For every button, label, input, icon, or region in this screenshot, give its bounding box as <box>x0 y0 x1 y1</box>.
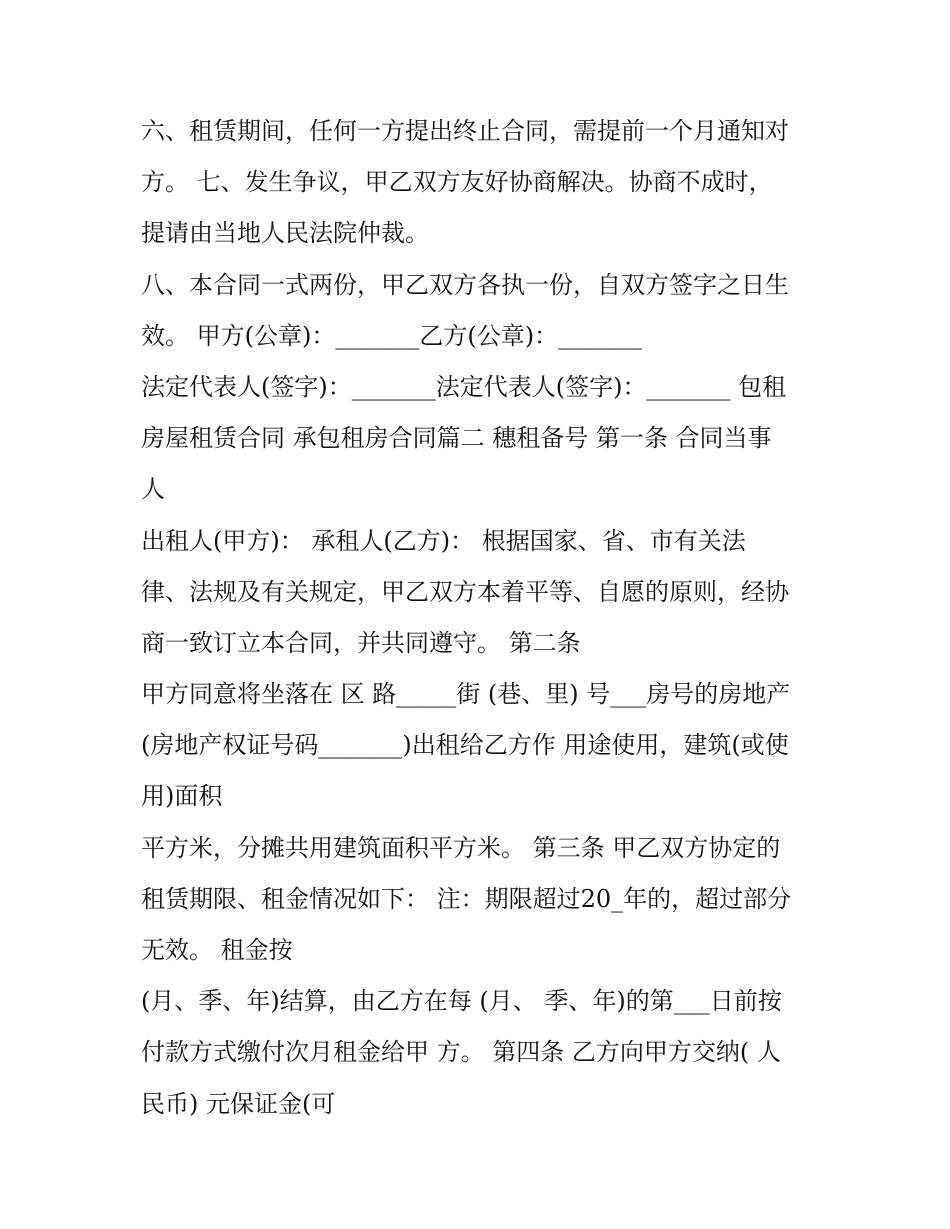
text-line: 无效。 租金按 <box>141 936 293 964</box>
text-line: 民币) 元保证金(可 <box>141 1089 336 1118</box>
contract-text <box>141 106 831 1130</box>
text-line: 付款方式缴付次月租金给甲 方。 第四条 乙方向甲方交纳( 人 <box>141 1038 781 1067</box>
text-line: 商一致订立本合同，并共同遵守。 第二条 <box>141 628 581 657</box>
text-line: 律、法规及有关规定，甲乙双方本着平等、自愿的原则，经协 <box>141 577 789 606</box>
text-line: 租赁期限、租金情况如下： 注：期限超过20_年的，超过部分 <box>141 884 792 913</box>
text-line: (房地产权证号码_______)出租给乙方作 用途使用，建筑(或使 <box>141 731 789 760</box>
text-line: (月、季、年)结算，由乙方在每 (月、 季、年)的第___日前按 <box>141 987 782 1016</box>
text-line: 甲方同意将坐落在 区 路_____街 (巷、里) 号___房号的房地产 <box>141 680 791 709</box>
text-line: 提请由当地人民法院仲裁。 <box>141 219 429 248</box>
text-line: 法定代表人(签字)：_______法定代表人(签字)：_______ 包租 <box>141 372 787 401</box>
text-line: 用)面积 <box>141 782 223 811</box>
text-line: 方。 七、发生争议，甲乙双方友好协商解决。协商不成时， <box>141 168 773 197</box>
text-line: 八、本合同一式两份，甲乙双方各执一份，自双方签字之日生 <box>141 270 789 299</box>
text-line: 房屋租赁合同 承包租房合同篇二 穗租备号 第一条 合同当事 <box>141 424 772 453</box>
text-line: 效。 甲方(公章)：_______乙方(公章)：_______ <box>141 321 643 350</box>
text-line: 平方米，分摊共用建筑面积平方米。 第三条 甲乙双方协定的 <box>141 833 781 862</box>
text-line: 六、租赁期间，任何一方提出终止合同，需提前一个月通知对 <box>141 117 789 145</box>
text-line: 人 <box>141 475 165 504</box>
text-line: 出租人(甲方)： 承租人(乙方)： 根据国家、省、市有关法 <box>141 526 746 555</box>
